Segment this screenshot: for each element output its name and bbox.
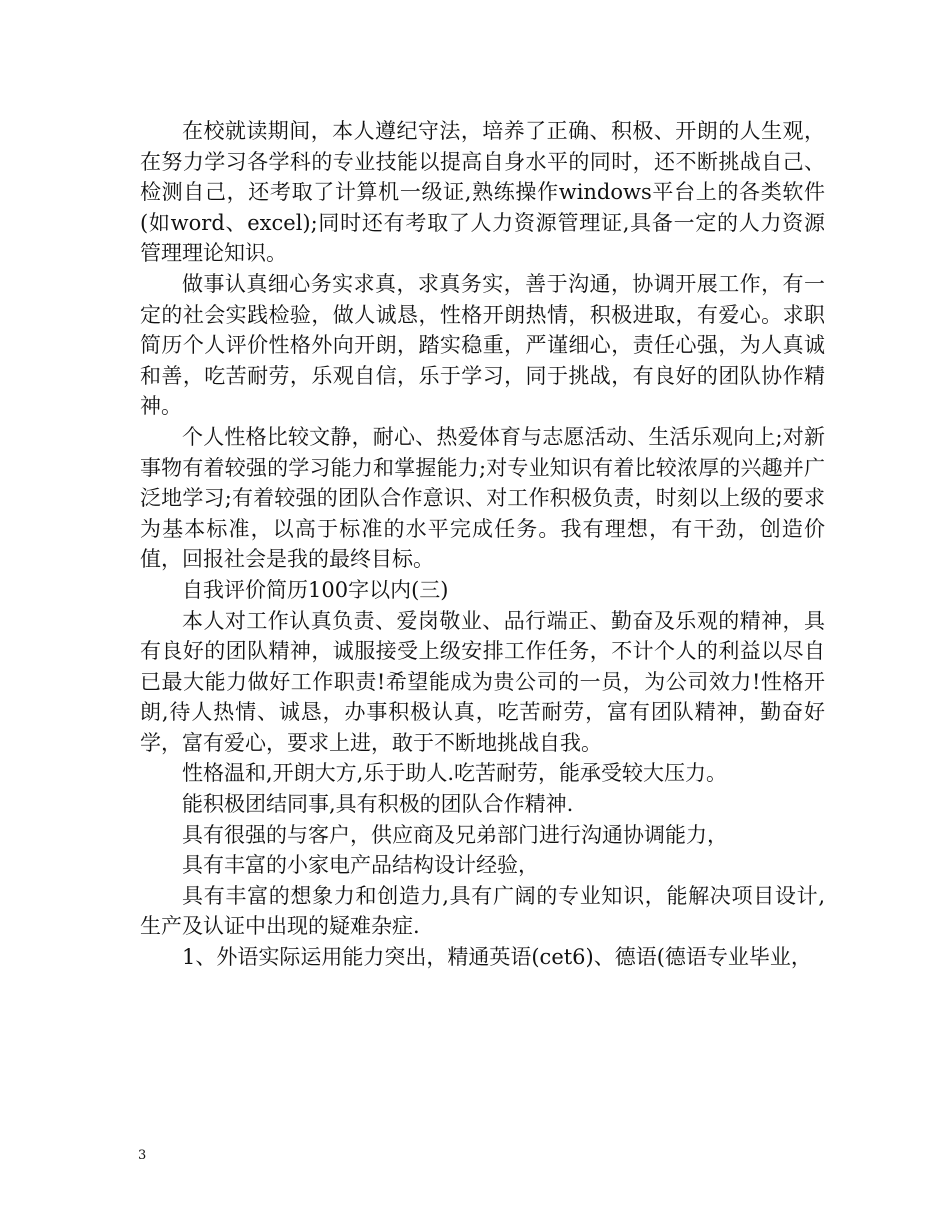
- paragraph-5: 性格温和,开朗大方,乐于助人.吃苦耐劳，能承受较大压力。: [182, 761, 728, 786]
- paragraph-8: 具有丰富的小家电产品结构设计经验，: [182, 853, 539, 878]
- paragraph-2: 做事认真细心务实求真，求真务实，善于沟通，协调开展工作，有一定的社会实践检验，做人诚恳，性格开朗热情，积极进取，有爱心。求职简历个人评价性格外向开朗，踏实稳重，严谨细心，责任心强，为人真诚和善，吃苦耐劳，乐观自信，乐于学习，同于挑战，有良好的团队协作精神。: [140, 271, 825, 419]
- document-body: [140, 116, 825, 973]
- page-number: 3: [138, 1148, 147, 1163]
- section-heading: 自我评价简历100字以内(三): [182, 577, 449, 602]
- paragraph-7: 具有很强的与客户，供应商及兄弟部门进行沟通协调能力，: [182, 822, 728, 847]
- paragraph-6: 能积极团结同事,具有积极的团队合作精神.: [182, 792, 574, 817]
- paragraph-10: 1、外语实际运用能力突出，精通英语(cet6)、德语(德语专业毕业，: [182, 945, 812, 970]
- paragraph-3: 个人性格比较文静，耐心、热爱体育与志愿活动、生活乐观向上;对新事物有着较强的学习能力和掌握能力;对专业知识有着比较浓厚的兴趣并广泛地学习;有着较强的团队合作意识、对工作积极负责，时刻以上级的要求为基本标准，以高于标准的水平完成任务。我有理想，有干劲，创造价值，回报社会是我的最终目标。: [140, 424, 825, 572]
- paragraph-1: 在校就读期间，本人遵纪守法，培养了正确、积极、开朗的人生观，在努力学习各学科的专业技能以提高自身水平的同时，还不断挑战自己、检测自己，还考取了计算机一级证,熟练操作windows平台上的各类软件(如word、excel);同时还有考取了人力资源管理证,具备一定的人力资源管理理论知识。: [140, 119, 825, 266]
- paragraph-9: 具有丰富的想象力和创造力,具有广阔的专业知识，能解决项目设计,生产及认证中出现的疑难杂症.: [140, 883, 825, 939]
- paragraph-4: 本人对工作认真负责、爱岗敬业、品行端正、勤奋及乐观的精神，具有良好的团队精神，诚服接受上级安排工作任务，不计个人的利益以尽自已最大能力做好工作职责!希望能成为贵公司的一员，为公司效力!性格开朗,待人热情、诚恳，办事积极认真，吃苦耐劳，富有团队精神，勤奋好学，富有爱心，要求上进，敢于不断地挑战自我。: [140, 608, 825, 755]
